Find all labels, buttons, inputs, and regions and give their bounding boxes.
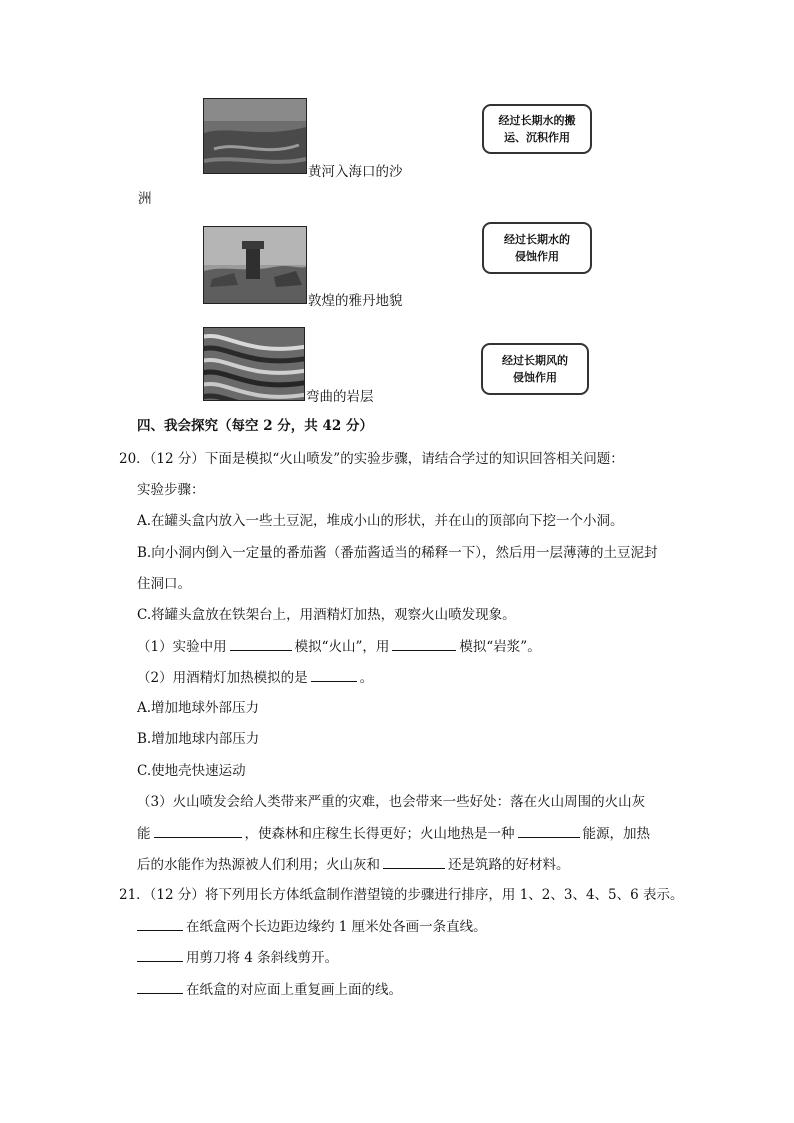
q20-stem: 20．（12 分）下面是模拟“火山喷发”的实验步骤，请结合学过的知识回答相关问题： — [119, 451, 624, 467]
q20-sub1-text-b: 模拟“火山”，用 — [294, 639, 390, 655]
caption-folded-rock: 弯曲的岩层 — [306, 389, 374, 405]
answer-blank-order-3[interactable] — [137, 979, 183, 994]
answer-blank-heating[interactable] — [311, 667, 357, 682]
q20-sub1-text-c: 模拟“岩浆”。 — [459, 639, 541, 655]
section-heading: 四、我会探究（每空 2 分，共 42 分） — [137, 418, 373, 434]
caption-yardang: 敦煌的雅丹地貌 — [308, 293, 403, 309]
q20-step-b-line1: B.向小洞内倒入一定量的番茄酱（番茄酱适当的稀释一下），然后用一层薄薄的土豆泥封 — [137, 545, 658, 561]
answer-blank-order-1[interactable] — [137, 916, 183, 931]
answer-box-wind-erosion: 经过长期风的侵蚀作用 — [481, 343, 589, 395]
answer-box-water-transport: 经过长期水的搬运、沉积作用 — [482, 104, 592, 154]
q20-sub3-text-c: 能源，加热 — [582, 826, 650, 842]
q20-sub3-text-b: ，使森林和庄稼生长得更好；火山地热是一种 — [244, 826, 515, 842]
q20-sub3-text-d: 后的水能作为热源被人们利用；火山灰和 — [137, 857, 380, 873]
answer-box-water-erosion: 经过长期水的侵蚀作用 — [482, 222, 592, 274]
answer-blank-order-2[interactable] — [137, 947, 183, 962]
q20-option-b: B.增加地球内部压力 — [137, 731, 260, 747]
photo-yardang-landform — [203, 226, 307, 304]
q20-sub3-line1: （3）火山喷发会给人类带来严重的灾难，也会带来一些好处：落在火山周围的火山灰 — [137, 794, 646, 810]
q20-sub2-text-b: 。 — [359, 670, 374, 686]
answer-blank-magma[interactable] — [392, 636, 456, 651]
answer-blank-volcano[interactable] — [230, 636, 292, 651]
q20-sub2-text-a: （2）用酒精灯加热模拟的是 — [137, 670, 308, 686]
q20-sub3-line3 — [137, 854, 570, 875]
q20-sub2 — [137, 667, 373, 688]
q20-steps-label: 实验步骤： — [137, 482, 205, 498]
q20-step-c: C.将罐头盒放在铁架台上，用酒精灯加热，观察火山喷发现象。 — [137, 607, 516, 623]
photo-yellow-river-delta — [203, 98, 307, 174]
q21-stem: 21．（12 分）将下列用长方体纸盒制作潜望镜的步骤进行排序，用 1、2、3、4、5、6 表示。 — [119, 887, 684, 903]
q21-item-1-text: 在纸盒两个长边距边缘约 1 厘米处各画一条直线。 — [186, 919, 487, 935]
q20-sub1 — [137, 636, 541, 657]
q20-sub1-text-a: （1）实验中用 — [137, 639, 227, 655]
q20-step-a: A.在罐头盒内放入一些土豆泥，堆成小山的形状，并在山的顶部向下挖一个小洞。 — [137, 513, 624, 529]
photo-folded-rock-layers — [203, 327, 305, 401]
q20-sub3-text-e: 还是筑路的好材料。 — [448, 857, 570, 873]
q20-step-b-line2: 住洞口。 — [137, 576, 191, 592]
caption-yellow-river: 黄河入海口的沙 — [308, 164, 403, 180]
q20-sub3-line2 — [137, 823, 650, 844]
q21-item-3-text: 在纸盒的对应面上重复画上面的线。 — [186, 982, 402, 998]
q20-option-c: C.使地壳快速运动 — [137, 763, 246, 779]
q21-item-3 — [137, 979, 402, 1000]
caption-yellow-river-wrap: 洲 — [138, 191, 152, 207]
answer-blank-ash-benefit[interactable] — [154, 823, 242, 838]
q21-item-1 — [137, 916, 487, 937]
q20-sub3-text-a: 能 — [137, 826, 151, 842]
q21-item-2-text: 用剪刀将 4 条斜线剪开。 — [186, 950, 339, 966]
q20-option-a: A.增加地球外部压力 — [137, 700, 260, 716]
q21-item-2 — [137, 947, 338, 968]
answer-blank-energy-type[interactable] — [518, 823, 580, 838]
answer-blank-road-material[interactable] — [383, 854, 445, 869]
